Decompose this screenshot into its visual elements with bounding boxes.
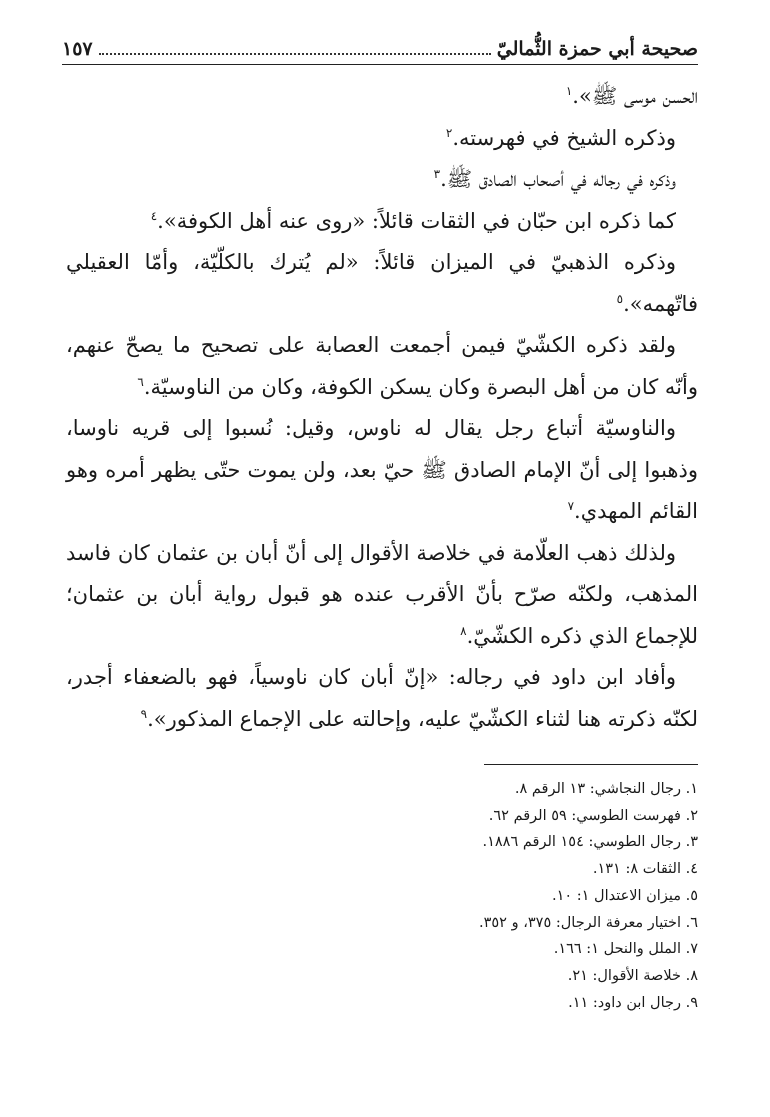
paragraph xyxy=(66,159,698,201)
paragraph xyxy=(66,201,698,243)
running-header xyxy=(62,30,698,65)
footnote-item: ٨. خلاصة الأقوال: ٢١. xyxy=(567,967,698,984)
footnote-item: ٥. ميزان الاعتدال ١: ١٠. xyxy=(551,887,698,904)
footnote-marker: ٨ xyxy=(460,623,467,638)
paragraph-text: ولقد ذكره الكشّيّ فيمن أجمعت العصابة على تصحيح ما يصحّ عنهم، وأنّه كان من أهل البصرة وكان يسكن الكوفة، وكان من الناوسيّة. xyxy=(66,333,698,399)
paragraph-text: وذكره في رجاله في أصحاب الصادق ﷺ. xyxy=(440,167,676,191)
paragraph xyxy=(66,533,698,658)
footnote-marker: ٣ xyxy=(433,167,441,181)
footnote-marker: ٥ xyxy=(616,291,624,306)
footnote-marker: ٢ xyxy=(445,125,453,140)
header-leader-dots xyxy=(99,53,491,55)
paragraph xyxy=(66,118,698,160)
paragraph-text: والناوسيّة أتباع رجل يقال له ناوس، وقيل: نُسبوا إلى قريه ناوسا، وذهبوا إلى أنّ الإمام الصادق ﷺ حيّ بعد، ولن يموت حتّى يظهر أمره وهو القائم المهدي. xyxy=(66,416,698,523)
paragraph xyxy=(66,408,698,533)
paragraph-text: وذكره الشيخ في فهرسته. xyxy=(452,125,676,150)
paragraph xyxy=(66,242,698,325)
footnote-marker: ٧ xyxy=(567,499,575,513)
paragraph xyxy=(66,76,698,118)
paragraph-text: الحسن موسى ﷺ». xyxy=(572,84,698,108)
footnote-item: ٩. رجال ابن داود: ١١. xyxy=(568,994,698,1011)
paragraph xyxy=(66,657,698,740)
paragraph-text: ولذلك ذهب العلّامة في خلاصة الأقوال إلى أنّ أبان بن عثمان كان فاسد المذهب، ولكنّه صرّح بأنّ الأقرب عنده هو قبول رواية أبان بن عثمان؛ للإجماع الذي ذكره الكشّيّ. xyxy=(66,540,698,648)
footnote-item: ٤. الثقات ٨: ١٣١. xyxy=(592,861,698,878)
main-text xyxy=(66,76,698,740)
footnotes-list xyxy=(138,776,698,1016)
footnote-item: ١. رجال النجاشي: ١٣ الرقم ٨. xyxy=(514,781,698,797)
paragraph xyxy=(66,325,698,408)
footnote-item: ٢. فهرست الطوسي: ٥٩ الرقم ٦٢. xyxy=(488,807,698,824)
paragraph-text: وأفاد ابن داود في رجاله: «إنّ أبان كان ناوسياً، فهو بالضعفاء أجدر، لكنّه ذكرته هنا لثناء الكشّيّ عليه، وإحالته على الإجماع المذكور». xyxy=(66,665,698,731)
paragraph-text: وذكره الذهبيّ في الميزان قائلاً: «لم يُترك بالكلّيّة، وأمّا العقيلي فاتّهمه». xyxy=(66,250,698,316)
page-number: ١٥٧ xyxy=(62,38,93,60)
footnote-marker: ٦ xyxy=(137,374,144,389)
footnote-marker: ٤ xyxy=(150,208,158,223)
paragraph-text: كما ذكره ابن حبّان في الثقات قائلاً: «روى عنه أهل الكوفة». xyxy=(157,208,676,233)
footnote-item: ٧. الملل والنحل ١: ١٦٦. xyxy=(553,941,698,958)
footnote-item: ٣. رجال الطوسي: ١٥٤ الرقم ١٨٨٦. xyxy=(482,834,698,851)
footnote-item: ٦. اختيار معرفة الرجال: ٣٧٥، و ٣٥٢. xyxy=(479,914,698,931)
running-title: صحيحة أبي حمزة الثُّماليّ xyxy=(496,38,698,60)
footnote-marker: ٩ xyxy=(140,706,148,721)
footnote-marker: ١ xyxy=(565,84,573,98)
footnote-separator xyxy=(484,764,698,765)
